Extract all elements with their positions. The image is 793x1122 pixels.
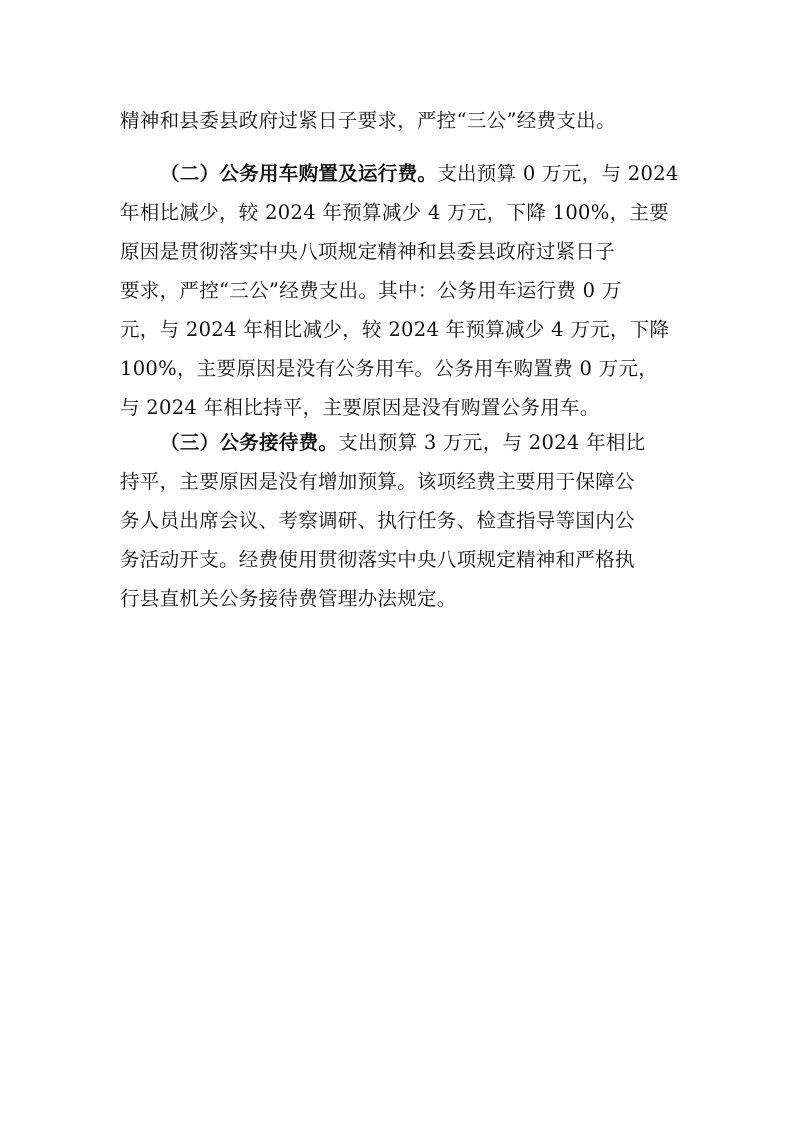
section-heading-reception: （三）公务接待费。 xyxy=(160,431,339,454)
section-heading-vehicle: （二）公务用车购置及运行费。 xyxy=(160,162,438,185)
paragraph-vehicle-costs xyxy=(120,154,678,427)
text-line: 务活动开支。经费使用贯彻落实中央八项规定精神和严格执 xyxy=(120,548,635,571)
text-line: 100%，主要原因是没有公务用车。公务用车购置费 0 万元， xyxy=(120,357,659,380)
text-line: 原因是贯彻落实中央八项规定精神和县委县政府过紧日子 xyxy=(120,240,616,263)
text-line: 要求，严控“三公”经费支出。其中：公务用车运行费 0 万 xyxy=(120,279,622,302)
text-line: 行县直机关公务接待费管理办法规定。 xyxy=(120,587,457,610)
paragraph-continuation xyxy=(120,101,678,140)
text-segment: 支出预算 0 万元，与 2024 xyxy=(437,162,679,185)
paragraph-first-line xyxy=(120,154,678,193)
text-segment: 支出预算 3 万元，与 2024 年相比 xyxy=(338,431,646,454)
text-line: 与 2024 年相比持平，主要原因是没有购置公务用车。 xyxy=(120,396,600,419)
text-line: 年相比减少，较 2024 年预算减少 4 万元，下降 100%，主要 xyxy=(120,201,669,224)
paragraph-first-line xyxy=(120,423,678,462)
text-line: 元，与 2024 年相比减少，较 2024 年预算减少 4 万元，下降 xyxy=(120,318,670,341)
text-line: 持平，主要原因是没有增加预算。该项经费主要用于保障公 xyxy=(120,470,635,493)
text-line: 务人员出席会议、考察调研、执行任务、检查指导等国内公 xyxy=(120,509,635,532)
text-line: 精神和县委县政府过紧日子要求，严控“三公”经费支出。 xyxy=(120,109,616,132)
paragraph-reception-costs xyxy=(120,423,678,618)
